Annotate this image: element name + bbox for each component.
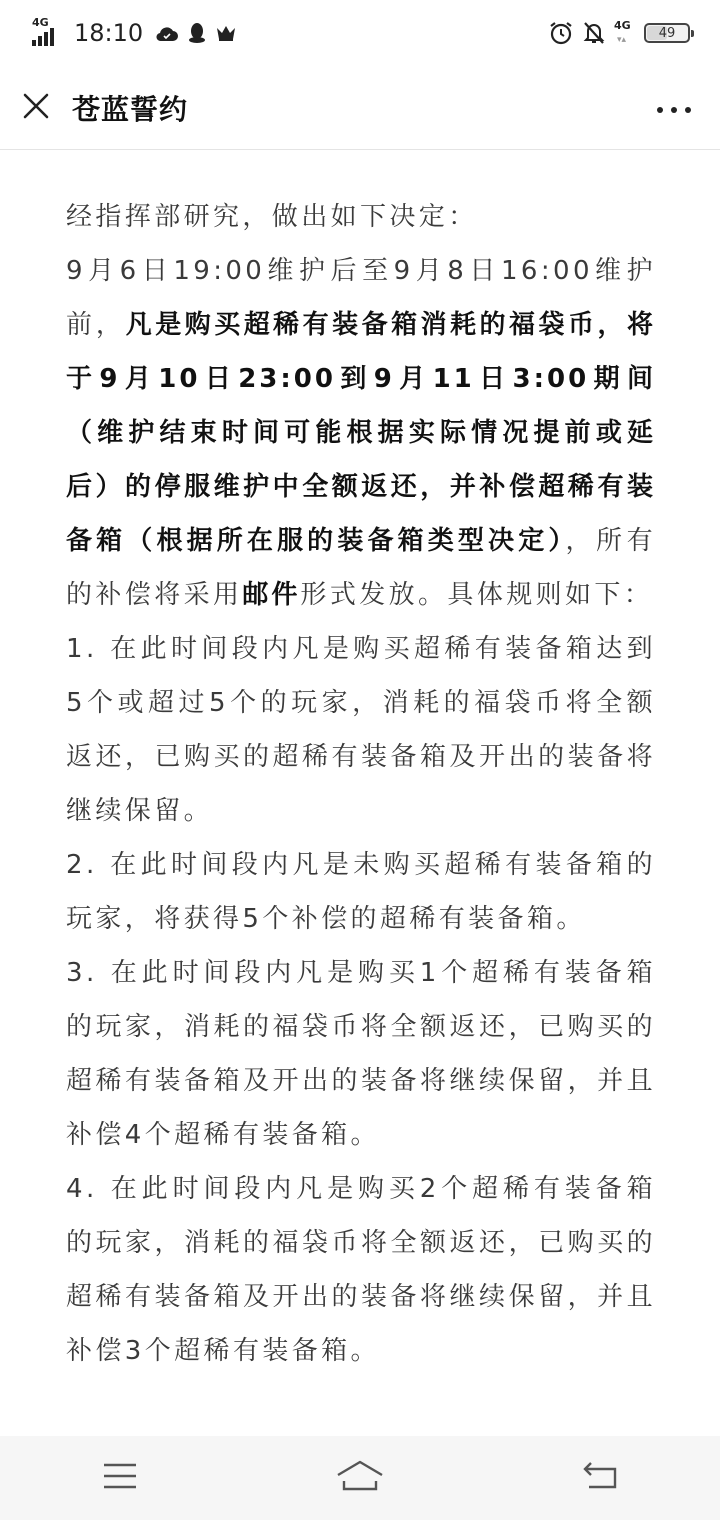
article-intro: 经指挥部研究，做出如下决定： xyxy=(66,202,478,232)
decision-time-range: 9月6日19:00维护后至9月8日16:00维护前， xyxy=(66,256,656,340)
system-navigation-bar xyxy=(0,1436,720,1520)
decision-tail: ，所有的补偿将采用 xyxy=(66,526,656,610)
menu-icon xyxy=(102,1462,138,1494)
alarm-icon xyxy=(548,20,574,46)
battery-level: 49 xyxy=(658,25,676,41)
cloud-icon xyxy=(155,24,179,42)
page-title: 苍蓝誓约 xyxy=(72,92,189,126)
title-bar xyxy=(0,66,720,150)
back-icon xyxy=(581,1461,619,1495)
mobile-data-icon: 4G ▾▴ xyxy=(614,19,631,45)
home-icon xyxy=(335,1459,385,1497)
mobile-data-label: 4G xyxy=(614,19,631,32)
home-button[interactable] xyxy=(320,1448,400,1508)
article-decision xyxy=(66,244,656,622)
more-icon xyxy=(656,99,692,118)
status-right xyxy=(548,20,690,46)
status-bar xyxy=(0,0,720,66)
menu-button[interactable] xyxy=(80,1448,160,1508)
more-button[interactable] xyxy=(654,88,694,128)
qq-penguin-icon xyxy=(187,22,207,44)
close-button[interactable] xyxy=(0,66,72,150)
article-body xyxy=(66,190,656,1378)
mute-bell-icon xyxy=(582,20,606,46)
rule-2: 2. 在此时间段内凡是未购买超稀有装备箱的玩家，将获得5个补偿的超稀有装备箱。 xyxy=(66,850,656,934)
decision-bold-text: 凡是购买超稀有装备箱消耗的福袋币，将于9月10日23:00到9月11日3:00期间（维护结束时间可能根据实际情况提前或延后）的停服维护中全额返还，并补偿超稀有装备箱（根据所在服的装备箱类型决定） xyxy=(66,310,656,556)
decision-end: 形式发放。具体规则如下： xyxy=(300,580,654,610)
crown-icon xyxy=(215,24,237,42)
rule-3: 3. 在此时间段内凡是购买1个超稀有装备箱的玩家，消耗的福袋币将全额返还，已购买的超稀有装备箱及开出的装备将继续保留，并且补偿4个超稀有装备箱。 xyxy=(66,958,656,1150)
signal-icon xyxy=(32,16,62,46)
close-icon xyxy=(21,91,51,125)
battery-icon xyxy=(644,23,690,43)
network-type-label: 4G xyxy=(32,16,49,29)
back-button[interactable] xyxy=(560,1448,640,1508)
status-left xyxy=(32,16,237,47)
rule-4: 4. 在此时间段内凡是购买2个超稀有装备箱的玩家，消耗的福袋币将全额返还，已购买的超稀有装备箱及开出的装备将继续保留，并且补偿3个超稀有装备箱。 xyxy=(66,1174,656,1366)
rule-1: 1. 在此时间段内凡是购买超稀有装备箱达到5个或超过5个的玩家，消耗的福袋币将全额返还，已购买的超稀有装备箱及开出的装备将继续保留。 xyxy=(66,634,656,826)
status-time: 18:10 xyxy=(74,19,144,47)
decision-mail-emphasis: 邮件 xyxy=(242,580,301,610)
